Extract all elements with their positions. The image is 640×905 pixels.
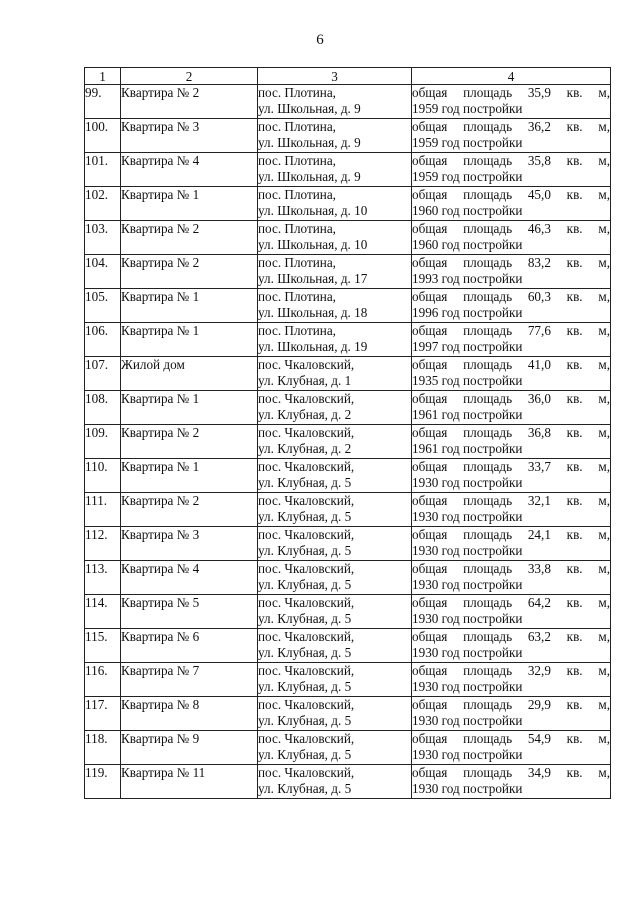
row-number: 112. (85, 527, 121, 561)
address-street: ул. Клубная, д. 5 (258, 509, 352, 524)
build-year-text: 1961 год постройки (412, 441, 523, 456)
table-row (85, 357, 611, 391)
build-year-text: 1960 год постройки (412, 203, 523, 218)
address-settlement: пос. Чкаловский, (258, 493, 355, 508)
description-cell (412, 561, 611, 595)
area-text: общая площадь 36,0 кв. м, (412, 391, 610, 406)
area-text: общая площадь 45,0 кв. м, (412, 187, 610, 202)
address-street: ул. Школьная, д. 10 (258, 203, 368, 218)
address-street: ул. Клубная, д. 1 (258, 373, 352, 388)
object-name: Квартира № 2 (121, 493, 258, 527)
row-number: 111. (85, 493, 121, 527)
address-street: ул. Школьная, д. 9 (258, 101, 361, 116)
description-cell (412, 425, 611, 459)
page-number: 6 (316, 32, 324, 48)
address-street: ул. Школьная, д. 9 (258, 169, 361, 184)
object-name: Квартира № 4 (121, 153, 258, 187)
address-settlement: пос. Плотина, (258, 119, 336, 134)
address-cell (258, 187, 412, 221)
build-year-text: 1930 год постройки (412, 577, 523, 592)
table-row (85, 663, 611, 697)
row-number: 106. (85, 323, 121, 357)
address-cell (258, 765, 412, 799)
object-name: Квартира № 7 (121, 663, 258, 697)
table-row (85, 493, 611, 527)
address-settlement: пос. Чкаловский, (258, 663, 355, 678)
address-cell (258, 697, 412, 731)
address-street: ул. Клубная, д. 5 (258, 679, 352, 694)
table-row (85, 765, 611, 799)
address-street: ул. Клубная, д. 5 (258, 645, 352, 660)
table-row (85, 187, 611, 221)
address-street: ул. Клубная, д. 2 (258, 441, 352, 456)
address-street: ул. Школьная, д. 17 (258, 271, 368, 286)
build-year-text: 1930 год постройки (412, 781, 523, 796)
area-text: общая площадь 83,2 кв. м, (412, 255, 610, 270)
table-row (85, 459, 611, 493)
address-cell (258, 493, 412, 527)
description-cell (412, 119, 611, 153)
row-number: 108. (85, 391, 121, 425)
description-cell (412, 493, 611, 527)
address-cell (258, 391, 412, 425)
area-text: общая площадь 32,1 кв. м, (412, 493, 610, 508)
table-row (85, 255, 611, 289)
description-cell (412, 697, 611, 731)
address-cell (258, 85, 412, 119)
area-text: общая площадь 64,2 кв. м, (412, 595, 610, 610)
row-number: 115. (85, 629, 121, 663)
area-text: общая площадь 41,0 кв. м, (412, 357, 610, 372)
row-number: 104. (85, 255, 121, 289)
build-year-text: 1997 год постройки (412, 339, 523, 354)
area-text: общая площадь 77,6 кв. м, (412, 323, 610, 338)
area-text: общая площадь 36,8 кв. м, (412, 425, 610, 440)
area-text: общая площадь 34,9 кв. м, (412, 765, 610, 780)
object-name: Квартира № 2 (121, 255, 258, 289)
row-number: 99. (85, 85, 121, 119)
address-settlement: пос. Чкаловский, (258, 561, 355, 576)
table-row (85, 561, 611, 595)
address-cell (258, 289, 412, 323)
build-year-text: 1930 год постройки (412, 645, 523, 660)
build-year-text: 1935 год постройки (412, 373, 523, 388)
address-settlement: пос. Чкаловский, (258, 629, 355, 644)
row-number: 117. (85, 697, 121, 731)
build-year-text: 1930 год постройки (412, 747, 523, 762)
area-text: общая площадь 32,9 кв. м, (412, 663, 610, 678)
table-row (85, 289, 611, 323)
address-cell (258, 425, 412, 459)
row-number: 118. (85, 731, 121, 765)
build-year-text: 1930 год постройки (412, 475, 523, 490)
address-settlement: пос. Чкаловский, (258, 425, 355, 440)
description-cell (412, 221, 611, 255)
address-cell (258, 221, 412, 255)
description-cell (412, 629, 611, 663)
build-year-text: 1930 год постройки (412, 611, 523, 626)
address-cell (258, 459, 412, 493)
address-street: ул. Школьная, д. 19 (258, 339, 368, 354)
build-year-text: 1930 год постройки (412, 543, 523, 558)
description-cell (412, 323, 611, 357)
address-settlement: пос. Плотина, (258, 221, 336, 236)
area-text: общая площадь 36,2 кв. м, (412, 119, 610, 134)
property-table (84, 67, 611, 799)
object-name: Квартира № 11 (121, 765, 258, 799)
area-text: общая площадь 35,9 кв. м, (412, 85, 610, 100)
object-name: Квартира № 1 (121, 187, 258, 221)
address-settlement: пос. Плотина, (258, 323, 336, 338)
table-row (85, 527, 611, 561)
description-cell (412, 663, 611, 697)
table-row (85, 697, 611, 731)
address-settlement: пос. Плотина, (258, 289, 336, 304)
object-name: Квартира № 5 (121, 595, 258, 629)
object-name: Квартира № 9 (121, 731, 258, 765)
header-row (85, 68, 611, 85)
address-settlement: пос. Чкаловский, (258, 527, 355, 542)
description-cell (412, 289, 611, 323)
object-name: Квартира № 2 (121, 221, 258, 255)
address-cell (258, 731, 412, 765)
area-text: общая площадь 33,8 кв. м, (412, 561, 610, 576)
build-year-text: 1960 год постройки (412, 237, 523, 252)
object-name: Квартира № 1 (121, 459, 258, 493)
table-row (85, 85, 611, 119)
area-text: общая площадь 29,9 кв. м, (412, 697, 610, 712)
area-text: общая площадь 63,2 кв. м, (412, 629, 610, 644)
row-number: 107. (85, 357, 121, 391)
build-year-text: 1961 год постройки (412, 407, 523, 422)
address-settlement: пос. Плотина, (258, 187, 336, 202)
address-cell (258, 119, 412, 153)
description-cell (412, 731, 611, 765)
object-name: Квартира № 1 (121, 391, 258, 425)
address-settlement: пос. Плотина, (258, 85, 336, 100)
build-year-text: 1930 год постройки (412, 509, 523, 524)
description-cell (412, 85, 611, 119)
object-name: Квартира № 1 (121, 323, 258, 357)
description-cell (412, 255, 611, 289)
address-cell (258, 663, 412, 697)
row-number: 113. (85, 561, 121, 595)
description-cell (412, 527, 611, 561)
address-settlement: пос. Плотина, (258, 255, 336, 270)
address-street: ул. Школьная, д. 10 (258, 237, 368, 252)
build-year-text: 1930 год постройки (412, 679, 523, 694)
table-row (85, 731, 611, 765)
address-street: ул. Клубная, д. 5 (258, 611, 352, 626)
address-street: ул. Клубная, д. 2 (258, 407, 352, 422)
row-number: 100. (85, 119, 121, 153)
description-cell (412, 391, 611, 425)
row-number: 102. (85, 187, 121, 221)
build-year-text: 1959 год постройки (412, 135, 523, 150)
address-settlement: пос. Чкаловский, (258, 459, 355, 474)
build-year-text: 1959 год постройки (412, 169, 523, 184)
table-row (85, 425, 611, 459)
description-cell (412, 357, 611, 391)
address-street: ул. Клубная, д. 5 (258, 577, 352, 592)
object-name: Квартира № 6 (121, 629, 258, 663)
build-year-text: 1993 год постройки (412, 271, 523, 286)
object-name: Квартира № 2 (121, 425, 258, 459)
row-number: 109. (85, 425, 121, 459)
area-text: общая площадь 33,7 кв. м, (412, 459, 610, 474)
header-col-2: 2 (121, 68, 258, 85)
object-name: Квартира № 3 (121, 527, 258, 561)
header-col-3: 3 (258, 68, 412, 85)
description-cell (412, 153, 611, 187)
area-text: общая площадь 54,9 кв. м, (412, 731, 610, 746)
object-name: Жилой дом (121, 357, 258, 391)
address-settlement: пос. Чкаловский, (258, 697, 355, 712)
row-number: 101. (85, 153, 121, 187)
object-name: Квартира № 2 (121, 85, 258, 119)
address-settlement: пос. Чкаловский, (258, 765, 355, 780)
header-col-1: 1 (85, 68, 121, 85)
address-settlement: пос. Чкаловский, (258, 595, 355, 610)
build-year-text: 1930 год постройки (412, 713, 523, 728)
address-cell (258, 595, 412, 629)
row-number: 114. (85, 595, 121, 629)
address-street: ул. Клубная, д. 5 (258, 781, 352, 796)
description-cell (412, 765, 611, 799)
table-row (85, 153, 611, 187)
table-row (85, 119, 611, 153)
address-street: ул. Клубная, д. 5 (258, 543, 352, 558)
table-body (85, 85, 611, 799)
address-cell (258, 323, 412, 357)
object-name: Квартира № 1 (121, 289, 258, 323)
description-cell (412, 187, 611, 221)
area-text: общая площадь 24,1 кв. м, (412, 527, 610, 542)
address-settlement: пос. Плотина, (258, 153, 336, 168)
address-street: ул. Клубная, д. 5 (258, 747, 352, 762)
address-street: ул. Школьная, д. 9 (258, 135, 361, 150)
address-street: ул. Клубная, д. 5 (258, 713, 352, 728)
address-cell (258, 629, 412, 663)
row-number: 103. (85, 221, 121, 255)
table-row (85, 391, 611, 425)
object-name: Квартира № 8 (121, 697, 258, 731)
description-cell (412, 595, 611, 629)
address-settlement: пос. Чкаловский, (258, 731, 355, 746)
address-cell (258, 255, 412, 289)
address-street: ул. Клубная, д. 5 (258, 475, 352, 490)
header-col-4: 4 (412, 68, 611, 85)
table-row (85, 221, 611, 255)
object-name: Квартира № 4 (121, 561, 258, 595)
row-number: 105. (85, 289, 121, 323)
address-cell (258, 561, 412, 595)
table-row (85, 323, 611, 357)
area-text: общая площадь 35,8 кв. м, (412, 153, 610, 168)
area-text: общая площадь 60,3 кв. м, (412, 289, 610, 304)
address-cell (258, 357, 412, 391)
build-year-text: 1959 год постройки (412, 101, 523, 116)
address-settlement: пос. Чкаловский, (258, 357, 355, 372)
description-cell (412, 459, 611, 493)
object-name: Квартира № 3 (121, 119, 258, 153)
build-year-text: 1996 год постройки (412, 305, 523, 320)
row-number: 116. (85, 663, 121, 697)
area-text: общая площадь 46,3 кв. м, (412, 221, 610, 236)
address-cell (258, 153, 412, 187)
row-number: 110. (85, 459, 121, 493)
table-row (85, 595, 611, 629)
address-street: ул. Школьная, д. 18 (258, 305, 368, 320)
address-cell (258, 527, 412, 561)
table-row (85, 629, 611, 663)
address-settlement: пос. Чкаловский, (258, 391, 355, 406)
row-number: 119. (85, 765, 121, 799)
